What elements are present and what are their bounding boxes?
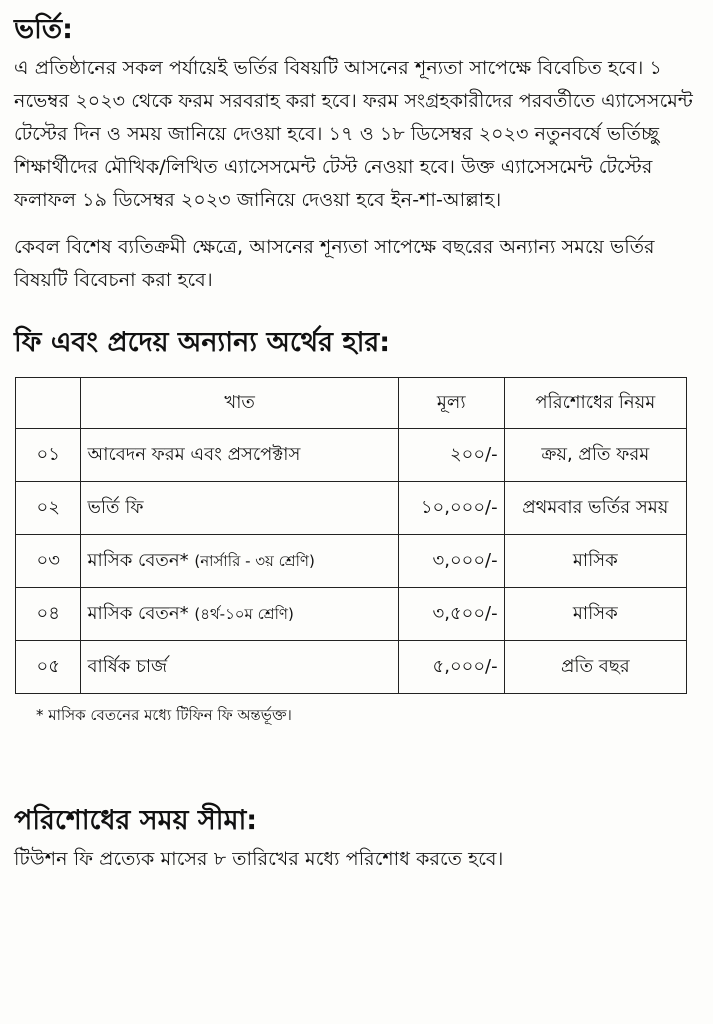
row-serial: ০১ <box>16 429 81 482</box>
payment-deadline-heading: পরিশোধের সময় সীমা: <box>14 805 258 836</box>
fees-table <box>15 377 687 694</box>
fees-footnote: * মাসিক বেতনের মধ্যে টিফিন ফি অন্তর্ভূক্ত। <box>36 706 292 724</box>
row-price: ৩,৫০০/- <box>398 588 504 641</box>
row-payment-rule: মাসিক <box>504 535 686 588</box>
row-item-label: আবেদন ফরম এবং প্রসপেক্টাস <box>87 443 301 465</box>
row-item <box>81 482 398 535</box>
row-serial: ০৫ <box>16 641 81 694</box>
admission-paragraph-1: এ প্রতিষ্ঠানের সকল পর্যায়েই ভর্তির বিষয়টি আসনের শূন্যতা সাপেক্ষে বিবেচিত হবে। ১ নভেম্বর ২০২৩ থেকে ফরম সরবরাহ করা হবে। ফরম সংগ্রহকারীদের পরবর্তীতে এ্যাসেসমেন্ট টেস্টের দিন ও সময় জানিয়ে দেওয়া হবে। ১৭ ও ১৮ ডিসেম্বর ২০২৩ নতুনবর্ষে ভর্তিচ্ছু শিক্ষার্থীদের মৌখিক/লিখিত এ্যাসেসমেন্ট টেস্ট নেওয়া হবে। উক্ত এ্যাসেসমেন্ট টেস্টের ফলাফল ১৯ ডিসেম্বর ২০২৩ জানিয়ে দেওয়া হবে ইন-শা-আল্লাহ। <box>14 57 693 211</box>
row-item <box>81 588 398 641</box>
table-row <box>16 429 687 482</box>
document-page <box>14 10 704 876</box>
row-item <box>81 641 398 694</box>
table-row <box>16 588 687 641</box>
row-payment-rule: প্রথমবার ভর্তির সময় <box>504 482 686 535</box>
fees-heading: ফি এবং প্রদেয় অন্যান্য অর্থের হার: <box>14 327 391 358</box>
table-row <box>16 535 687 588</box>
row-serial: ০৩ <box>16 535 81 588</box>
row-payment-rule: ক্রয়, প্রতি ফরম <box>504 429 686 482</box>
row-item-label: বার্ষিক চার্জ <box>87 655 168 677</box>
header-item: খাত <box>81 378 398 429</box>
row-item-label: মাসিক বেতন* <box>87 549 189 571</box>
payment-deadline-text: টিউশন ফি প্রত্যেক মাসের ৮ তারিখের মধ্যে পরিশোধ করতে হবে। <box>14 848 504 870</box>
row-payment-rule: মাসিক <box>504 588 686 641</box>
row-price: ২০০/- <box>398 429 504 482</box>
row-price: ৫,০০০/- <box>398 641 504 694</box>
row-price: ১০,০০০/- <box>398 482 504 535</box>
header-serial <box>16 378 81 429</box>
header-price: মূল্য <box>398 378 504 429</box>
admission-heading: ভর্তি: <box>14 14 73 45</box>
header-payment-rule: পরিশোধের নিয়ম <box>504 378 686 429</box>
admission-paragraph-2: কেবল বিশেষ ব্যতিক্রমী ক্ষেত্রে, আসনের শূন্যতা সাপেক্ষে বছরের অন্যান্য সময়ে ভর্তির বিষয়টি বিবেচনা করা হবে। <box>14 236 655 291</box>
row-serial: ০৪ <box>16 588 81 641</box>
row-item-label: ভর্তি ফি <box>87 496 144 518</box>
table-row <box>16 482 687 535</box>
row-serial: ০২ <box>16 482 81 535</box>
table-header-row <box>16 378 687 429</box>
row-item-class-note: (নার্সারি - ৩য় শ্রেণি) <box>194 551 315 570</box>
table-row <box>16 641 687 694</box>
row-item-class-note: (৪র্থ-১০ম শ্রেণি) <box>194 604 294 623</box>
row-item <box>81 535 398 588</box>
row-payment-rule: প্রতি বছর <box>504 641 686 694</box>
row-item <box>81 429 398 482</box>
row-item-label: মাসিক বেতন* <box>87 602 189 624</box>
row-price: ৩,০০০/- <box>398 535 504 588</box>
